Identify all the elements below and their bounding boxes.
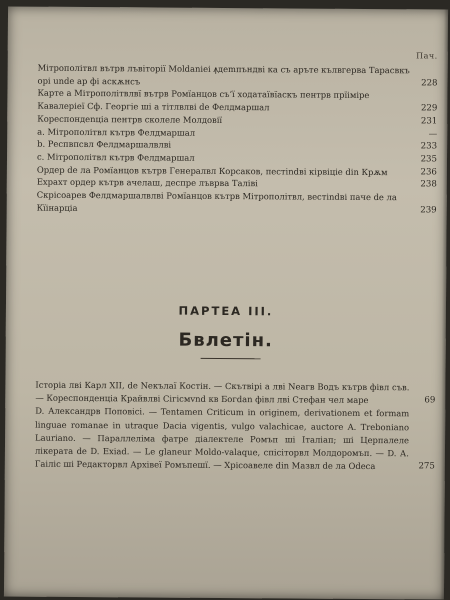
toc-entry-page: 231 [420,116,438,127]
page-edge-shadow [440,10,448,600]
toc-entry-text: Ехрахт ордер кътрв ачелаш, деспре лъврва Таліві [36,177,258,189]
toc-entry-page: 228 [421,78,438,89]
toc-entry [38,62,438,90]
toc-entry-page: 235 [420,154,438,165]
toc-list [37,62,438,217]
toc-entry-text: Скрісоарев Фелдмаршалвлві Ромїанцов кътрв Мітрополітвл, вестіndві паче de ла Кїінарціа [36,189,397,213]
toc-entry [37,189,437,217]
toc-entry [37,87,437,115]
section-heading: Бвлетiн. [178,329,273,352]
toc-entry-text: b. Респвпсвл Фелдмаршалвлві [37,138,172,150]
toc-entry-text: Карте а Мітрополітвлвї вътрв Ромїанцов съ’ї ходатаївїаскъ пентрв прїіміре Кавалеріеї Сф. Георгіе ші а тітлвлві de Фелдмаршал [37,88,370,113]
heading-divider [201,358,261,359]
bulletin-entry [35,379,435,408]
bulletin-list [35,379,436,474]
bulletin-entry [35,405,435,474]
part-heading: ПАРТЕА III. [178,303,274,319]
toc-entry-text: Кореспондеnціа пентрв сколеле Молдовії [37,113,223,125]
toc-entry-page: 236 [420,166,437,178]
toc-entry-text: Ордер de ла Ромїанцов кътрв Генералвл Корсаков, пестіndві кірвіціе din Крѫм [36,164,388,177]
toc-entry-page: 233 [420,141,438,152]
bulletin-entry-page: 275 [418,461,435,472]
bulletin-entry-page: 69 [424,395,436,406]
toc-entry-page: — [428,128,438,139]
toc-entry-text: c. Мітрополітвл кътрв Фелдмаршал [36,151,195,163]
toc-entry-page: 229 [420,103,438,114]
toc-entry-text: а. Мітрополітвл кътрв Фелдмаршал [37,126,196,138]
toc-entry-text: Мітрополітвл вътрв лъвіторії Moldaniei ꙟдеmпъндві ка съ аръте кълвгерва Тарасвкъ орі unde ар фі аскѫнсъ [37,62,410,87]
toc-entry-page: 239 [420,205,437,216]
bulletin-entry-text: D. Александрв Поповісі. — Tentamen Criticum in originem, derivationem et formam linguae romanae in utraque Dacia vigentis, vulgo valachicae, auctore A. Treboniano Lauriano. — Параллеліма фатре діалектеле Ромъп ші Італіап; ші Церпалеле лікерата de D. Ехіаd. — Le glaneur Moldo-valaque, спісіторвл Молдоромъп. — D. А. Гаіліс ші Редакторвл Архівеї Ромъпешї. — Хрісоавеле din Мазвл de ла Odecа [34,406,410,472]
book-page [4,6,448,599]
page-column-header: Пач. [416,51,438,61]
bulletin-entry-text: Історіа лві Карл XII, de Nекълаї Костін. — Скътвірі а лві Neагв Водъ кътрв фівл съв. — Кореспонденціа Крайвлві Сігісмvnd кв Богdan фівл лві Стефан чел маре [35,379,410,406]
toc-entry-page: 238 [420,179,437,190]
